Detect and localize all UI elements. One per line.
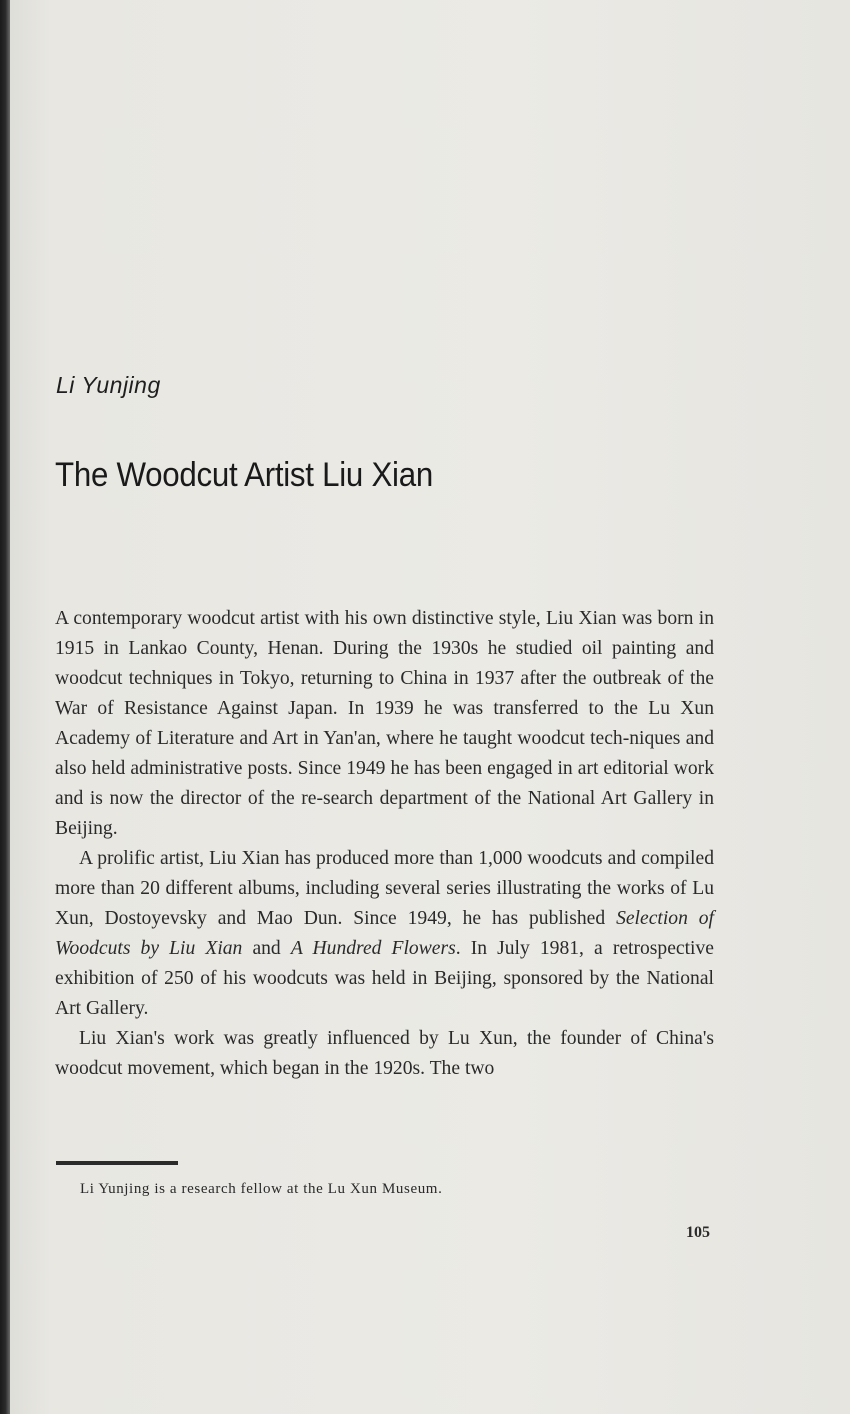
- paragraph-2-end: . In July 1981, a retrospective exhibition of 250 of his woodcuts was held in Beijing, sponsored by the National Art Gallery.: [55, 938, 714, 1019]
- page-number: 105: [686, 1224, 710, 1241]
- paragraph-2-and: and: [242, 938, 291, 959]
- author-name: Li Yunjing: [56, 372, 161, 398]
- paragraph-3: Liu Xian's work was greatly influenced by Lu Xun, the founder of China's woodcut movement, which began in the 1920s. The two: [55, 1028, 714, 1079]
- paragraph-2: [55, 844, 714, 1024]
- footnote-rule: [56, 1161, 178, 1165]
- paragraph-1: A contemporary woodcut artist with his own distinctive style, Liu Xian was born in 1915 in Lankao County, Henan. During the 1930s he studied oil painting and woodcut techniques in Tokyo, returning to China in 1937 after the outbreak of the War of Resistance Against Japan. In 1939 he was transferred to the Lu Xun Academy of Literature and Art in Yan'an, where he taught woodcut tech-niques and also held administrative posts. Since 1949 he has been engaged in art editorial work and is now the director of the re-search department of the National Art Gallery in Beijing.: [55, 608, 714, 839]
- footnote: Li Yunjing is a research fellow at the Lu Xun Museum.: [80, 1181, 443, 1197]
- book-title-hundred-flowers: A Hundred Flowers: [290, 938, 456, 959]
- paragraph-2-start: A prolific artist, Liu Xian has produced more than 1,000 woodcuts and compiled more than 20 different albums, including several series illustrating the works of Lu Xun, Dostoyevsky and Mao Dun. Since 1949, he has published: [55, 848, 714, 929]
- binding-edge: [0, 0, 10, 1414]
- book-title-selection: Selection of Woodcuts by Liu Xian: [55, 908, 714, 959]
- article-body: [55, 604, 714, 1084]
- article-title: The Woodcut Artist Liu Xian: [55, 456, 433, 494]
